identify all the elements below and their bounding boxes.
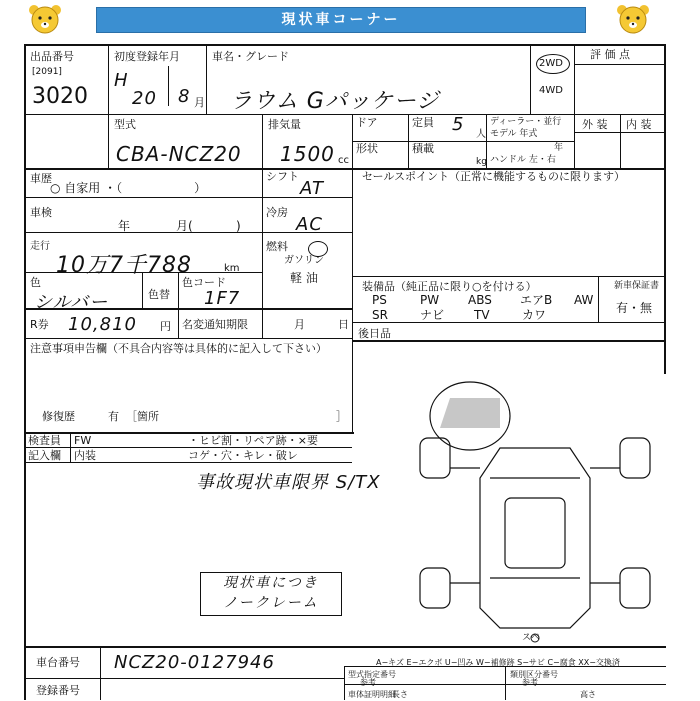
mileage-value: 10万7千788 [56,253,192,278]
bear-mascot-icon [614,2,652,38]
displacement-unit: cc [338,155,349,166]
plate-label: 登録番号 [36,684,80,697]
header [0,0,700,40]
stamp-line2: ノークレーム [223,595,319,611]
rear-seat-label: 後日品 [358,327,391,340]
history-label: 車歴 [30,172,52,185]
no-claim-stamp [200,572,342,616]
inspection-close: ) [236,219,241,233]
bear-mascot-icon [26,2,64,38]
mileage-unit: km [224,263,240,274]
lot-label: 出品番号 [30,50,74,63]
repair-bracket: ［箇所 [126,410,159,423]
ac-label: 冷房 [266,206,288,219]
diagram-label: スペ [522,633,541,643]
equipment-item: カワ [522,308,547,322]
history-value: ○ 自家用 ・（ ） [50,181,207,195]
equipment-item: SR [372,308,388,322]
repair-close: ］ [336,410,347,423]
equipment-item: PS [372,293,387,307]
vehicle-cert-label: 車体証明明細 [348,690,396,699]
notes-label: 注意事項申告欄（不具合内容等は具体的に記入して下さい） [30,342,327,355]
reg-month: 8 [178,86,191,107]
fuel-gasoline: ガソリン [284,255,324,266]
car-name: ラウム Gパッケージ [230,89,440,114]
dealer-label: ディーラー・並行 [490,117,562,127]
dealer-year-unit: 年 [554,143,564,153]
equipment-item: TV [474,308,490,322]
shape-label: 形状 [356,142,378,155]
checker-items1: ・ヒビ割・リペア跡・×要 [188,434,318,447]
shift-value: AT [300,178,324,199]
warranty-value: 有・無 [616,301,653,315]
vehicle-cert-length: 長さ [392,690,408,699]
model-designation-ref: 参考 [360,678,376,687]
recycle-value: 10,810 [68,314,137,335]
handle-label: ハンドル 左・右 [490,155,556,165]
equipment-item: ナビ [420,308,445,322]
remark-text: 事故現状車限界 S/TX [196,472,381,493]
vehicle-cert-height: 高さ [580,690,596,699]
model-designation-label: 型式指定番号 [348,670,396,679]
mileage-label: 走行 [30,241,50,252]
damage-shading [440,398,500,428]
inspection-month: 月( [176,219,193,233]
shift-label: シフト [266,170,299,183]
fuel-diesel: 軽 油 [290,271,318,285]
reg-year: 20 [132,88,157,109]
color-value: シルバー [34,292,109,313]
selling-label: セールスポイント（正常に機能するものに限ります） [362,170,626,183]
category-label: 類別区分番号 [510,670,558,679]
recycle-unit: 円 [160,320,171,333]
stamp-line1: 現状車につき [223,575,319,591]
car-damage-diagram [410,378,660,644]
name-change-month: 月 [294,318,305,331]
capacity-unit: 人 [476,129,486,140]
fuel-label: 燃料 [266,240,288,253]
drive-2wd: 2WD [539,58,563,69]
inspection-year: 年 [118,219,131,233]
checker-entry: 記入欄 [28,449,61,462]
load-unit: kg [476,157,487,167]
checker-fw: FW [74,434,92,447]
damage-legend: A−キズ E−エクボ U−凹み W−補修跡 S−サビ C−腐食 XX−交換済 [376,658,620,667]
dealer-model-year: モデル 年式 [490,129,538,139]
score-interior: 内 装 [626,118,652,131]
chassis-label: 車台番号 [36,656,80,669]
checker-interior: 内装 [74,449,96,462]
equipment-item: AW [574,293,594,307]
equipment-label: 装備品（純正品に限り○を付ける） [362,280,537,293]
color-change-label: 色替 [148,288,170,301]
capacity-value: 5 [452,114,465,135]
ac-value: AC [296,214,323,235]
name-change-label: 名変通知期限 [182,318,248,331]
reg-label: 初度登録年月 [114,50,180,63]
car-label: 車名・グレード [212,50,289,63]
reg-month-unit: 月 [194,96,205,109]
recycle-label: R券 [30,318,49,331]
lot-number: 3020 [32,84,88,109]
inspection-label: 車検 [30,206,52,219]
repair-value: 有 [108,410,119,423]
model-label: 型式 [114,118,136,131]
reg-era: H [114,70,129,91]
door-label: ドア [356,116,378,129]
equipment-item: PW [420,293,440,307]
warranty-label: 新車保証書 [614,281,660,291]
color-label: 色 [30,276,41,289]
load-label: 積載 [412,142,434,155]
color-code-label: 色コード [182,276,226,289]
equipment-item: エアB [520,293,553,307]
score-label: 評 価 点 [590,48,630,61]
category-ref: 参考 [522,678,538,687]
capacity-label: 定員 [412,116,434,129]
repair-label: 修復歴 [42,410,75,423]
header-banner: 現状車コーナー [96,7,586,33]
checker-items2: コゲ・穴・キレ・破レ [188,449,298,462]
name-change-day: 日 [338,318,349,331]
chassis-value: NCZ20-0127946 [114,652,275,673]
displacement-label: 排気量 [268,118,301,131]
color-code: 1F7 [204,288,241,309]
lot-sub: [2091] [32,67,62,77]
checker-label: 検査員 [28,434,61,447]
drive-4wd: 4WD [539,85,563,96]
model-value: CBA-NCZ20 [116,142,242,166]
score-exterior: 外 装 [582,118,608,131]
displacement-value: 1500 [280,142,335,166]
equipment-item: ABS [468,293,492,307]
